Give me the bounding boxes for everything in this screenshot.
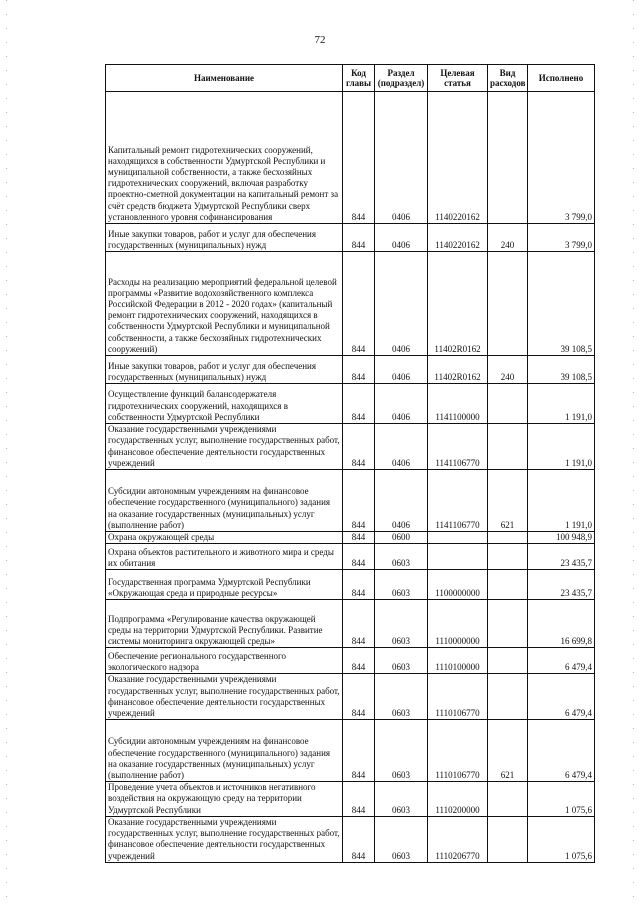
table-row [106,816,595,862]
row-name: Оказание государственными учреждениями государственных услуг, выполнение государственных работ, финансовое обеспечение деятельности государственных учреждений [106,816,343,862]
row-target: 1140220162 [428,224,488,252]
row-expense-type [488,600,528,648]
row-name: Обеспечение регионального государственного экологического надзора [106,648,343,674]
row-section: 0600 [375,532,428,544]
table-row [106,782,595,817]
table-row [106,92,595,224]
row-expense-type [488,570,528,600]
row-executed: 3 799,0 [528,224,595,252]
table-row [106,570,595,600]
row-chapter-code: 844 [343,224,375,252]
row-name: Иные закупки товаров, работ и услуг для обеспечения государственных (муниципальных) нужд [106,224,343,252]
row-section: 0603 [375,544,428,570]
table-row [106,252,595,356]
row-chapter-code: 844 [343,816,375,862]
row-chapter-code: 844 [343,92,375,224]
row-executed: 39 108,5 [528,252,595,356]
row-target: 1141100000 [428,384,488,424]
budget-table [105,64,595,863]
row-chapter-code: 844 [343,782,375,817]
table-row [106,356,595,384]
row-target [428,544,488,570]
right-edge-scan-marks [633,0,634,905]
row-chapter-code: 844 [343,570,375,600]
row-target: 1110100000 [428,648,488,674]
row-name: Осуществление функций балансодержателя гидротехнических сооружений, находящихся в собственности Удмуртской Республики [106,384,343,424]
row-chapter-code: 844 [343,720,375,782]
row-section: 0603 [375,570,428,600]
table-row [106,544,595,570]
row-chapter-code: 844 [343,532,375,544]
row-executed: 1 191,0 [528,424,595,470]
row-target: 1110106770 [428,674,488,720]
header-target: Целевая статья [428,65,488,92]
row-target: 1110000000 [428,600,488,648]
row-chapter-code: 844 [343,648,375,674]
row-executed: 6 479,4 [528,674,595,720]
row-expense-type [488,384,528,424]
row-expense-type [488,532,528,544]
table-row [106,600,595,648]
row-name: Расходы на реализацию мероприятий федеральной целевой программы «Развитие водохозяйственного комплекса Российской Федерации в 2012 - 2020 годах» (капитальный ремонт гидротехнических сооружений, находящихся в собственности Удмуртской Республики и муниципальной собственности, а также бесхозяйных гидротехнических сооружений) [106,252,343,356]
row-target: 1110200000 [428,782,488,817]
header-name: Наименование [106,65,343,92]
row-section: 0406 [375,224,428,252]
table-row [106,384,595,424]
table-row [106,424,595,470]
row-name: Подпрограмма «Регулирование качества окружающей среды на территории Удмуртской Республики. Развитие системы мониторинга окружающей среды» [106,600,343,648]
row-section: 0603 [375,782,428,817]
row-executed: 39 108,5 [528,356,595,384]
row-expense-type [488,92,528,224]
row-executed: 23 435,7 [528,544,595,570]
row-executed: 1 191,0 [528,384,595,424]
row-target: 11402R0162 [428,356,488,384]
row-target: 1141106770 [428,424,488,470]
row-name: Охрана окружающей среды [106,532,343,544]
row-section: 0603 [375,816,428,862]
row-chapter-code: 844 [343,356,375,384]
row-expense-type [488,544,528,570]
row-expense-type [488,782,528,817]
row-executed: 1 191,0 [528,470,595,532]
row-section: 0406 [375,92,428,224]
row-name: Охрана объектов растительного и животного мира и среды их обитания [106,544,343,570]
row-target: 1110106770 [428,720,488,782]
row-section: 0406 [375,424,428,470]
row-name: Государственная программа Удмуртской Республики «Окружающая среда и природные ресурсы» [106,570,343,600]
row-chapter-code: 844 [343,470,375,532]
row-name: Оказание государственными учреждениями государственных услуг, выполнение государственных работ, финансовое обеспечение деятельности государственных учреждений [106,424,343,470]
row-name: Проведение учета объектов и источников негативного воздействия на окружающую среду на территории Удмуртской Республики [106,782,343,817]
row-section: 0406 [375,384,428,424]
header-section: Раздел (подраздел) [375,65,428,92]
row-expense-type [488,674,528,720]
row-expense-type [488,816,528,862]
row-name: Субсидии автономным учреждениям на финансовое обеспечение государственного (муниципального) задания на оказание государственных (муниципальных) услуг (выполнение работ) [106,720,343,782]
row-expense-type [488,252,528,356]
table-body [106,92,595,863]
row-chapter-code: 844 [343,424,375,470]
row-target: 11402R0162 [428,252,488,356]
row-section: 0603 [375,674,428,720]
row-chapter-code: 844 [343,674,375,720]
row-executed: 3 799,0 [528,92,595,224]
row-target [428,532,488,544]
left-edge-scan-marks [6,0,7,905]
row-expense-type [488,424,528,470]
row-executed: 1 075,6 [528,782,595,817]
table-row [106,674,595,720]
row-executed: 6 479,4 [528,720,595,782]
row-expense-type [488,648,528,674]
header-expense-type: Вид расходов [488,65,528,92]
table-header-row [106,65,595,92]
row-name: Оказание государственными учреждениями государственных услуг, выполнение государственных работ, финансовое обеспечение деятельности государственных учреждений [106,674,343,720]
row-executed: 16 699,8 [528,600,595,648]
table-row [106,470,595,532]
row-target: 1100000000 [428,570,488,600]
row-executed: 23 435,7 [528,570,595,600]
row-executed: 6 479,4 [528,648,595,674]
page-number: 72 [314,34,326,46]
row-section: 0406 [375,470,428,532]
row-chapter-code: 844 [343,384,375,424]
row-executed: 100 948,9 [528,532,595,544]
row-section: 0603 [375,648,428,674]
table-row [106,720,595,782]
row-name: Иные закупки товаров, работ и услуг для обеспечения государственных (муниципальных) нужд [106,356,343,384]
row-target: 1140220162 [428,92,488,224]
row-expense-type: 240 [488,224,528,252]
row-expense-type: 621 [488,470,528,532]
table-row [106,532,595,544]
row-target: 1110206770 [428,816,488,862]
row-expense-type: 621 [488,720,528,782]
header-chapter-code: Код главы [343,65,375,92]
row-section: 0603 [375,720,428,782]
row-chapter-code: 844 [343,252,375,356]
header-executed: Исполнено [528,65,595,92]
row-executed: 1 075,6 [528,816,595,862]
table-row [106,648,595,674]
row-expense-type: 240 [488,356,528,384]
row-chapter-code: 844 [343,600,375,648]
row-target: 1141106770 [428,470,488,532]
row-name: Капитальный ремонт гидротехнических сооружений, находящихся в собственности Удмуртской Республики и муниципальной собственности, а также бесхозяйных гидротехнических сооружений, включая разработку проектно-сметной документации на капитальный ремонт за счёт средств бюджета Удмуртской Республики сверх установленного уровня софинансирования [106,92,343,224]
row-section: 0603 [375,600,428,648]
row-section: 0406 [375,356,428,384]
row-name: Субсидии автономным учреждениям на финансовое обеспечение государственного (муниципального) задания на оказание государственных (муниципальных) услуг (выполнение работ) [106,470,343,532]
table-row [106,224,595,252]
row-chapter-code: 844 [343,544,375,570]
row-section: 0406 [375,252,428,356]
